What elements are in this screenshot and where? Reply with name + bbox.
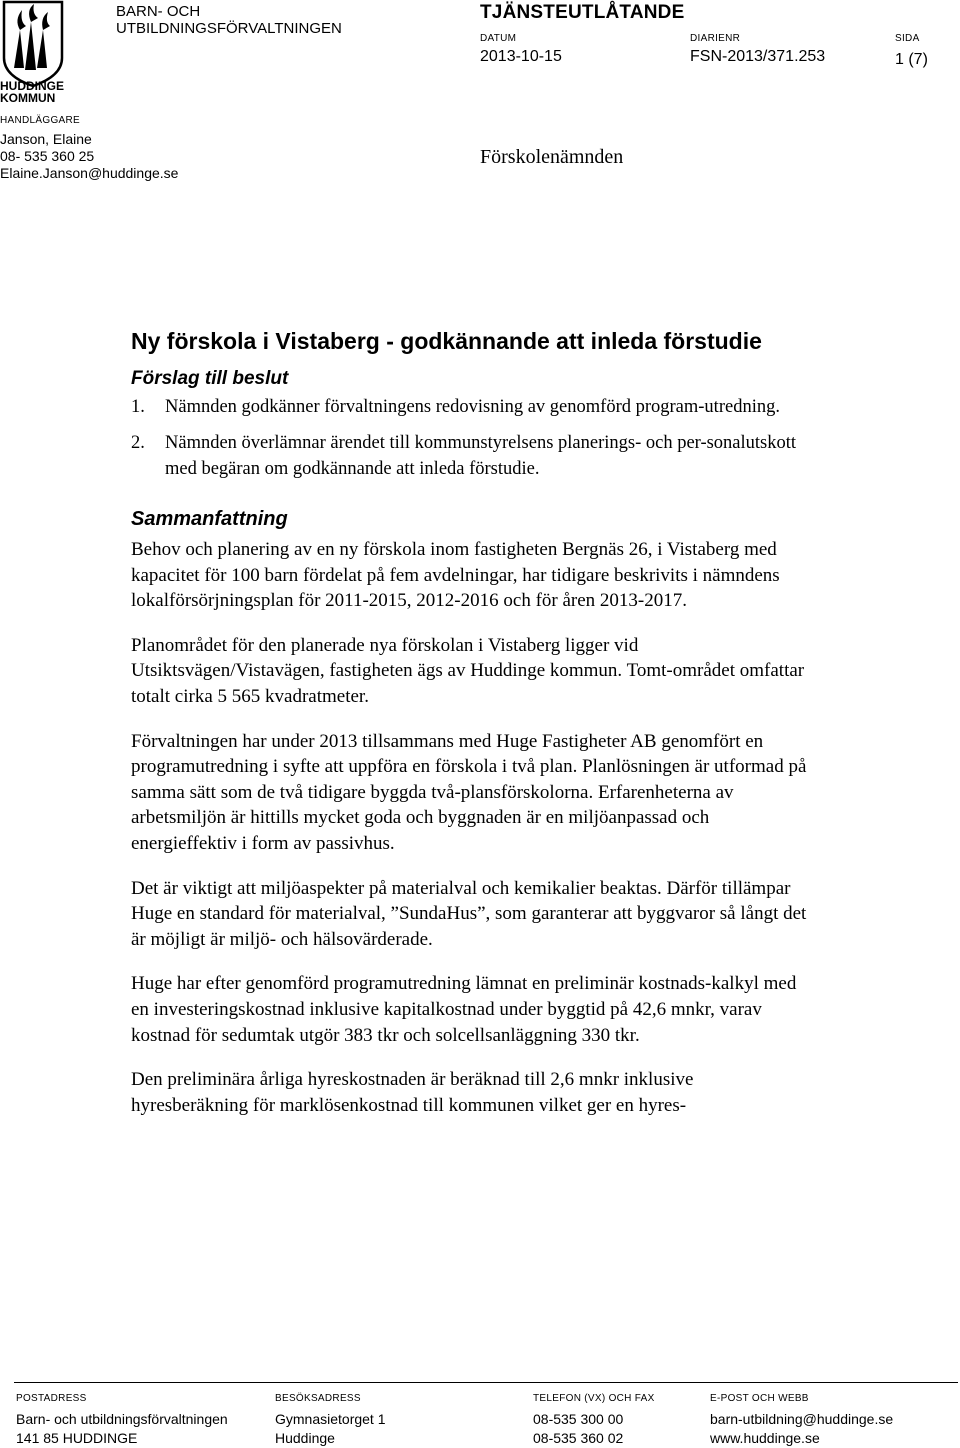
footer-phone (533, 1389, 655, 1448)
list-item-number: 1. (131, 397, 145, 417)
web-label: E-POST OCH WEBB (710, 1393, 809, 1404)
footer-divider (14, 1382, 958, 1383)
list-item (131, 430, 811, 482)
document-type: TJÄNSTEUTLÅTANDE (480, 2, 685, 23)
summary-paragraph: Huge har efter genomförd programutredning lämnat en preliminär kostnads-kalkyl med en investeringskostnad inklusive kapitalkostnad under byggtid på 42,6 mnkr, varav kostnad för sedumtak utgör 383 tkr och solcellsanläggning 330 tkr. (131, 973, 797, 1046)
huddinge-kommun-logo (0, 0, 68, 104)
phone-line-2: 08-535 360 02 (533, 1430, 624, 1446)
visit-line-2: Huddinge (275, 1430, 335, 1446)
phone-line-1: 08-535 300 00 (533, 1411, 624, 1427)
footer-visit (275, 1389, 386, 1448)
proposal-heading: Förslag till beslut (131, 368, 289, 389)
website-link[interactable]: www.huddinge.se (710, 1430, 820, 1446)
phone-label: TELEFON (VX) OCH FAX (533, 1393, 655, 1404)
postal-label: POSTADRESS (16, 1393, 87, 1404)
postal-line-1: Barn- och utbildningsförvaltningen (16, 1411, 228, 1427)
handler-name: Janson, Elaine (0, 131, 92, 147)
document-title: Ny förskola i Vistaberg - godkännande att inleda förstudie (131, 328, 762, 354)
footer-postal (16, 1389, 228, 1448)
list-item-text: Nämnden överlämnar ärendet till kommunstyrelsens planerings- och per-sonalutskott med begäran om godkännande att inleda förstudie. (165, 433, 797, 479)
list-item (131, 394, 811, 420)
list-item-text: Nämnden godkänner förvaltningens redovisning av genomförd program-utredning. (165, 397, 780, 417)
date-value: 2013-10-15 (480, 48, 562, 65)
postal-line-2: 141 85 HUDDINGE (16, 1430, 138, 1446)
org-line-2: UTBILDNINGSFÖRVALTNINGEN (116, 20, 342, 37)
recipient: Förskolenämnden (480, 146, 624, 168)
date-label: DATUM (480, 33, 517, 44)
email-link[interactable]: barn-utbildning@huddinge.se (710, 1411, 894, 1427)
diarie-label: DIARIENR (690, 33, 741, 44)
handler-phone: 08- 535 360 25 (0, 148, 95, 164)
visit-label: BESÖKSADRESS (275, 1393, 361, 1404)
handler-block (0, 112, 178, 182)
page-value: 1 (7) (895, 51, 928, 68)
summary-paragraph: Planområdet för den planerade nya förskolan i Vistaberg ligger vid Utsiktsvägen/Vistavägen, fastigheten ägs av Huddinge kommun. Tomt-området omfattar totalt cirka 5 565 kvadratmeter. (131, 634, 805, 707)
diarie-value: FSN-2013/371.253 (690, 48, 826, 65)
logo-wordmark: HUDDINGE KOMMUN (0, 79, 65, 105)
handler-email: Elaine.Janson@huddinge.se (0, 165, 179, 181)
summary-paragraph: Behov och planering av en ny förskola inom fastigheten Bergnäs 26, i Vistaberg med kapacitet för 100 barn fördelat på fem avdelningar, har tidigare beskrivits i nämndens lokalförsörjningsplan för 2011-2015, 2012-2016 och för åren 2013-2017. (131, 539, 780, 612)
list-item-number: 2. (131, 433, 145, 453)
handler-label: HANDLÄGGARE (0, 115, 80, 126)
organization-name (116, 3, 342, 37)
visit-line-1: Gymnasietorget 1 (275, 1411, 386, 1427)
summary-heading: Sammanfattning (131, 508, 288, 530)
document-body (131, 326, 811, 1137)
proposal-list (131, 394, 811, 482)
summary-paragraph: Det är viktigt att miljöaspekter på materialval och kemikalier beaktas. Därför tillämpar Huge en standard för materialval, ”SundaHus”, som garanterar att byggvaror så långt det är möjligt är miljö- och hälsovärderade. (131, 877, 807, 950)
footer-web (710, 1389, 893, 1448)
page-label: SIDA (895, 33, 920, 44)
summary-paragraph: Den preliminära årliga hyreskostnaden är beräknad till 2,6 mnkr inklusive hyresberäkning för marklösenkostnad till kommunen vilket ger en hyres- (131, 1069, 694, 1116)
org-line-1: BARN- OCH (116, 3, 201, 20)
summary-paragraph: Förvaltningen har under 2013 tillsammans med Huge Fastigheter AB genomfört en programutredning i syfte att uppföra en förskola i två plan. Planlösningen är utformad på samma sätt som de två tidigare byggda två-plansförskolorna. Erfarenheterna av arbetsmiljön är hittills mycket goda och byggnaden är en miljöanpassad och energieffektiv i form av passivhus. (131, 730, 807, 854)
